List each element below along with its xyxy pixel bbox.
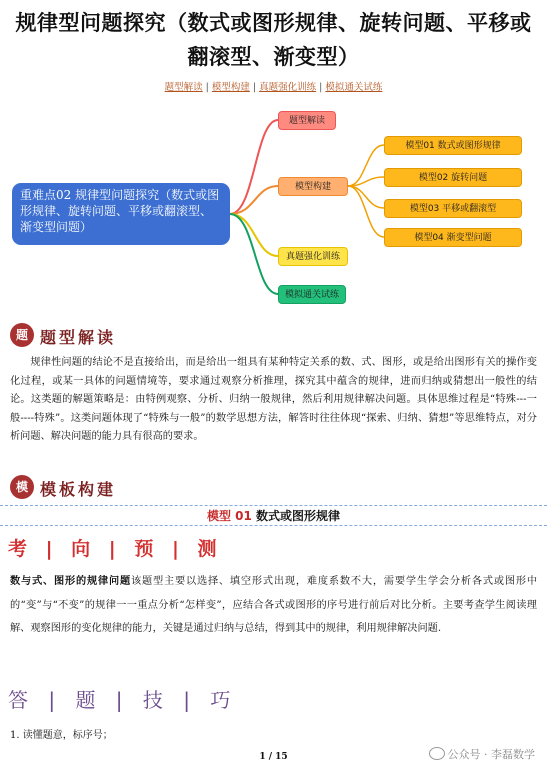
- branch-real-exam: 真题强化训练: [278, 247, 348, 266]
- section-heading-model: 模板构建: [40, 480, 117, 499]
- divider-bottom: [0, 525, 547, 526]
- exam-paragraph: [10, 570, 537, 641]
- section-links: 题型解读 | 模型构建 | 真题强化训练 | 模拟通关试练: [164, 82, 383, 93]
- document-title: [0, 6, 547, 74]
- interpretation-paragraph: 规律性问题的结论不是直接给出，而是给出一组具有某种特定关系的数、式、图形，或是给出图形有关的操作变化过程，或某一具体的问题情境等，要求通过观察分析推理，探究其中蕴含的规律，进而归纳或猜想出一般性的结论。这类题的解题策略是：由特例观察、分析、归纳一般规律，然后利用规律解决问题。具体思维过程是“特殊---一般----特殊”。这类问题体现了“特殊与一般”的数学思想方法，解答时往往体现“探索、归纳、猜想”等思维特点，对分析问题、解决问题的能力具有很高的要求。: [10, 357, 537, 443]
- watermark: [429, 746, 536, 762]
- title-line-2: 翻滚型、渐变型）: [187, 45, 360, 69]
- wechat-icon: [429, 747, 445, 760]
- model-node-3: 模型03 平移或翻滚型: [384, 199, 522, 218]
- branch-model-build: 模型构建: [278, 177, 348, 196]
- link-model-build[interactable]: 模型构建: [211, 82, 250, 93]
- model-node-1: 模型01 数式或图形规律: [384, 136, 522, 155]
- section-badge-model: 模: [10, 475, 34, 499]
- link-mock-test[interactable]: 模拟通关试练: [325, 82, 383, 93]
- exam-forecast-heading: 考 | 向 | 预 | 测: [8, 538, 223, 560]
- tips-item-1: 1. 读懂题意，标序号；: [10, 730, 113, 741]
- branch-interpretation: 题型解读: [278, 111, 336, 130]
- model-node-2: 模型02 旋转问题: [384, 168, 522, 187]
- mindmap-main-node: 重难点02 规律型问题探究（数式或图形规律、旋转问题、平移或翻滚型、渐变型问题）: [12, 183, 230, 245]
- page-number: 1 / 15: [259, 752, 288, 762]
- section-badge-interpretation: 题: [10, 323, 34, 347]
- model-name: 数式或图形规律: [256, 509, 341, 523]
- model-number: 模型 01: [206, 509, 252, 523]
- section-heading-interpretation: 题型解读: [40, 328, 117, 347]
- model-node-4: 模型04 渐变型问题: [384, 228, 522, 247]
- link-real-exam[interactable]: 真题强化训练: [259, 82, 317, 93]
- title-line-1: 规律型问题探究（数式或图形规律、旋转问题、平移或: [15, 11, 532, 35]
- exam-bold-lead: 数与式、图形的规律问题: [10, 575, 131, 587]
- tips-heading: 答 | 题 | 技 | 巧: [8, 688, 238, 712]
- link-interpretation[interactable]: 题型解读: [164, 82, 203, 93]
- watermark-text: 公众号 · 李磊数学: [447, 748, 535, 761]
- model-title: [0, 507, 547, 524]
- divider-top: [0, 505, 547, 506]
- branch-mock-test: 模拟通关试练: [278, 285, 346, 304]
- exam-text: 该题型主要以选择、填空形式出现，难度系数不大，需要学生学会分析各式或图形中的“变”与“不变”的规律一一重点分析“怎样变”，应结合各式或图形的序号进行前后对比分析。主要考查学生阅读理解、观察图形的变化规律的能力，关键是通过归纳与总结，得到其中的规律，利用规律解决问题.: [10, 576, 538, 634]
